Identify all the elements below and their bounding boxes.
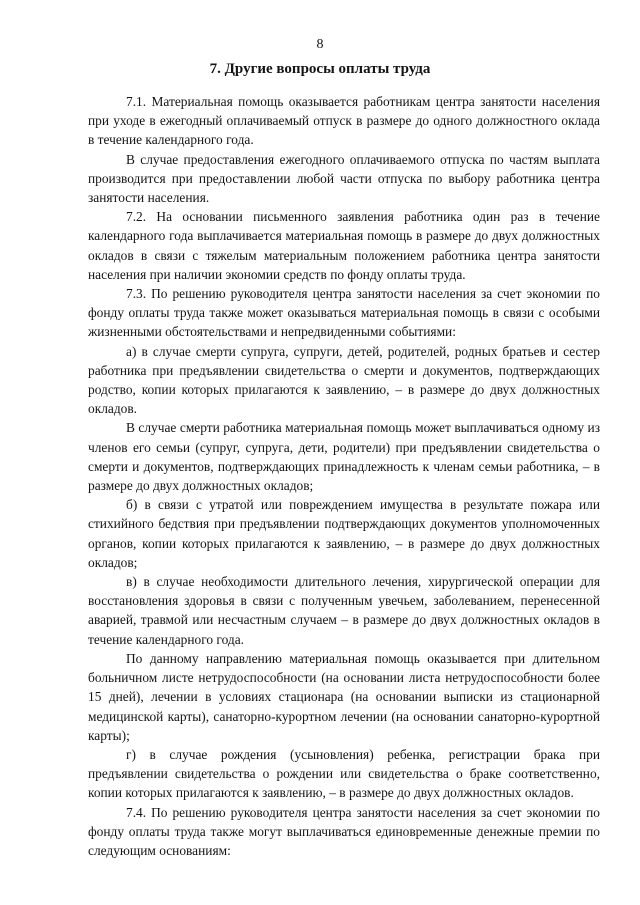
paragraph-7-2: 7.2. На основании письменного заявления работника один раз в течение календарного года выплачивается материальная помощь в размере до двух должностных окладов в связи с тяжелым материальным положением работника центра занятости населения при наличии экономии средств по фонду оплаты труда. bbox=[88, 209, 600, 282]
paragraph-7-1-parts: В случае предоставления ежегодного оплачиваемого отпуска по частям выплата производится при предоставлении любой части отпуска по выбору работника центра занятости населения. bbox=[88, 151, 600, 206]
paragraph-7-3: 7.3. По решению руководителя центра занятости населения за счет экономии по фонду оплаты труда также может оказываться материальная помощь в связи с особыми жизненными обстоятельствами и непредвиденными событиями: bbox=[88, 286, 600, 340]
paragraph-7-3-g: г) в случае рождения (усыновления) ребенка, регистрации брака при предъявлении свидетельства о рождении или свидетельства о браке соответственно, копии которых прилагаются к заявлению, – в размере до двух должностных окладов. bbox=[88, 746, 600, 801]
paragraph-7-4: 7.4. По решению руководителя центра занятости населения за счет экономии по фонду оплаты труда также могут выплачиваться единовременные денежные премии по следующим основаниям: bbox=[88, 804, 600, 858]
paragraph-7-3-a: а) в случае смерти супруга, супруги, детей, родителей, родных братьев и сестер работника при предъявлении свидетельства о смерти и документов, подтверждающих родство, копии которых прилагаются к заявлению, – в размере до двух должностных окладов. bbox=[88, 343, 600, 417]
page-number: 8 bbox=[316, 37, 324, 52]
paragraph-7-3-v: в) в случае необходимости длительного лечения, хирургической операции для восстановления здоровья в связи с полученным увечьем, заболеванием, перенесенной аварией, травмой или несчастным случаем – в размере до двух должностных окладов в течение календарного года. bbox=[88, 574, 600, 647]
paragraph-7-1: 7.1. Материальная помощь оказывается работникам центра занятости населения при уходе в ежегодный оплачиваемый отпуск в размере до одного должностного оклада в течение календарного года. bbox=[88, 94, 600, 148]
paragraph-7-3-a-death: В случае смерти работника материальная помощь может выплачиваться одному из членов его семьи (супруг, супруга, дети, родители) при предъявлении свидетельства о смерти и документов, подтверждающих принадлежность к членам семьи работника, – в размере до двух должностных окладов; bbox=[88, 420, 600, 494]
document-body bbox=[88, 92, 600, 860]
section-heading: 7. Другие вопросы оплаты труда bbox=[209, 61, 431, 77]
paragraph-7-3-b: б) в связи с утратой или повреждением имущества в результате пожара или стихийного бедствия при предъявлении подтверждающих документов уполномоченных органов, копии которых прилагаются к заявлению, – в размере до двух должностных окладов; bbox=[88, 497, 600, 570]
paragraph-7-3-v-direction: По данному направлению материальная помощь оказывается при длительном больничном листе нетрудоспособности (на основании листа нетрудоспособности более 15 дней), лечении в условиях стационара (на основании выписки из стационарной медицинской карты), санаторно-курортном лечении (на основании санаторно-курортной карты); bbox=[88, 650, 600, 743]
